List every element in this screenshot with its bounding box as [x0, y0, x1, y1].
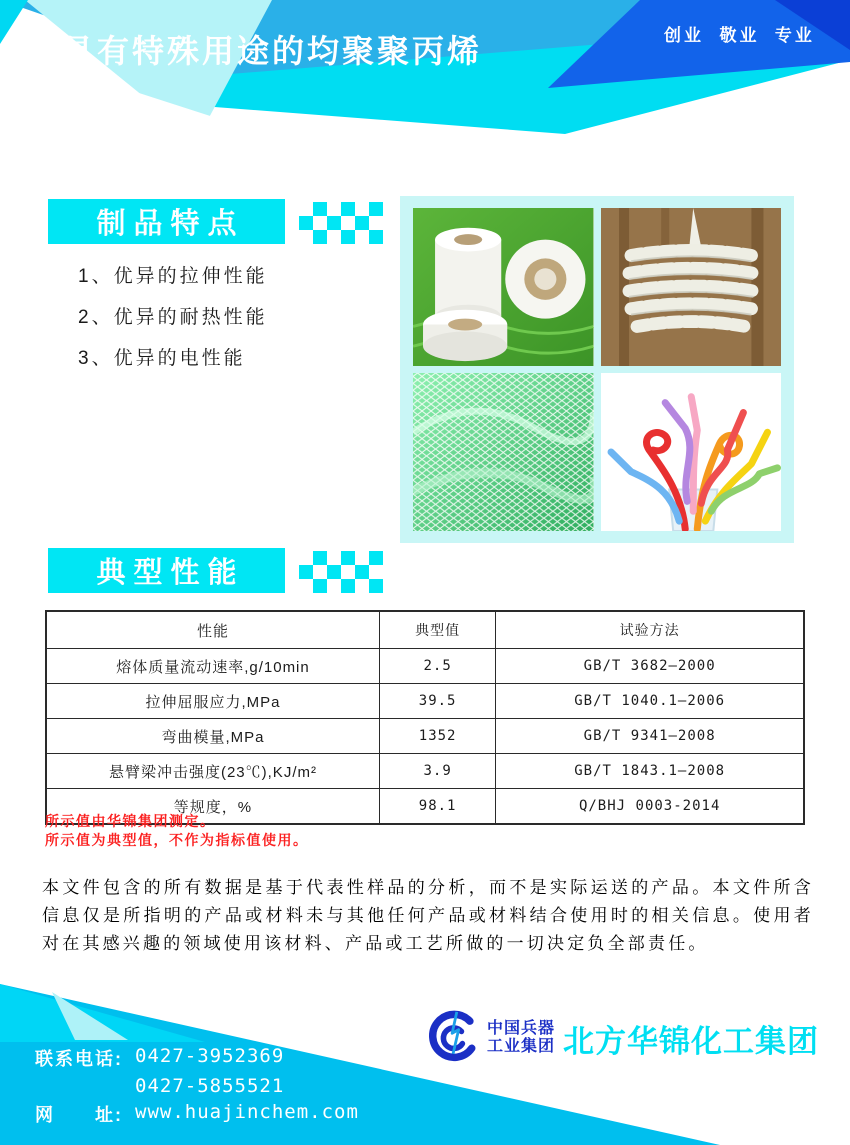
note-line-1: 所示值由华锦集团测定。: [45, 813, 216, 829]
product-image-grid: [400, 196, 794, 543]
feature-item-1: 1、优异的拉伸性能: [78, 266, 268, 287]
white-film-rolls-image: [413, 208, 594, 366]
footer-banner: [0, 975, 850, 1145]
test-method: Q/BHJ 0003-2014: [496, 789, 804, 825]
table-row: [46, 719, 804, 754]
feature-list: [78, 256, 268, 379]
page-title: 具有特殊用途的均聚聚丙烯: [62, 33, 483, 69]
checker-decoration: [299, 551, 383, 593]
white-rope-coil-image: [601, 208, 782, 366]
property-value: 98.1: [379, 789, 495, 825]
note-line-2: 所示值为典型值，不作为指标值使用。: [45, 832, 309, 848]
test-method: GB/T 1843.1—2008: [496, 754, 804, 789]
section-banner-features: 制品特点: [48, 199, 285, 244]
table-row: [46, 754, 804, 789]
feature-item-2: 2、优异的耐热性能: [78, 307, 268, 328]
org-name: [487, 1020, 555, 1056]
property-name: 悬臂梁冲击强度(23℃),KJ/m²: [46, 754, 379, 789]
table-row: [46, 684, 804, 719]
table-header-row: [46, 611, 804, 649]
test-method: GB/T 9341—2008: [496, 719, 804, 754]
company-name: 北方华锦化工集团: [563, 1023, 820, 1059]
property-name: 熔体质量流动速率,g/10min: [46, 649, 379, 684]
property-value: 1352: [379, 719, 495, 754]
property-name: 弯曲模量,MPa: [46, 719, 379, 754]
section-banner-properties: 典型性能: [48, 548, 285, 593]
company-logo-row: [426, 1009, 819, 1067]
green-netting-image: [413, 373, 594, 531]
org-name-line1: 中国兵器: [487, 1020, 556, 1037]
contact-block: [35, 1045, 359, 1127]
website-url: www.huajinchem.com: [135, 1101, 359, 1123]
colorful-straws-image: [601, 373, 782, 531]
disclaimer-paragraph: 本文件包含的所有数据是基于代表性样品的分析，而不是实际运送的产品。本文件所含信息仅是所指明的产品或材料未与其他任何产品或材料结合使用时的相关信息。使用者对在其感兴趣的领域使用该材料、产品或工艺所做的一切决定负全部责任。: [42, 878, 814, 953]
properties-table: [45, 610, 805, 825]
table-row: [46, 649, 804, 684]
property-value: 39.5: [379, 684, 495, 719]
property-value: 3.9: [379, 754, 495, 789]
col-header-method: 试验方法: [496, 611, 804, 649]
org-name-line2: 工业集团: [487, 1038, 556, 1055]
website-label: 网 址:: [35, 1105, 123, 1125]
header-banner: [0, 0, 850, 145]
phone-number-2: 0427-5855521: [135, 1075, 285, 1097]
checker-decoration: [299, 202, 383, 244]
property-name: 拉伸屈服应力,MPa: [46, 684, 379, 719]
property-value: 2.5: [379, 649, 495, 684]
phone-label: 联系电话:: [35, 1049, 123, 1069]
measurement-notes: [45, 812, 309, 850]
test-method: GB/T 3682—2000: [496, 649, 804, 684]
company-slogan: 创业 敬业 专业: [664, 26, 815, 45]
col-header-value: 典型值: [379, 611, 495, 649]
phone-label-blank: [35, 1075, 135, 1097]
col-header-property: 性能: [46, 611, 379, 649]
feature-item-3: 3、优异的电性能: [78, 348, 246, 369]
phone-number-1: 0427-3952369: [135, 1045, 285, 1067]
norinco-logo-icon: [426, 1009, 482, 1067]
property-name: 等规度，%: [46, 789, 379, 825]
test-method: GB/T 1040.1—2006: [496, 684, 804, 719]
